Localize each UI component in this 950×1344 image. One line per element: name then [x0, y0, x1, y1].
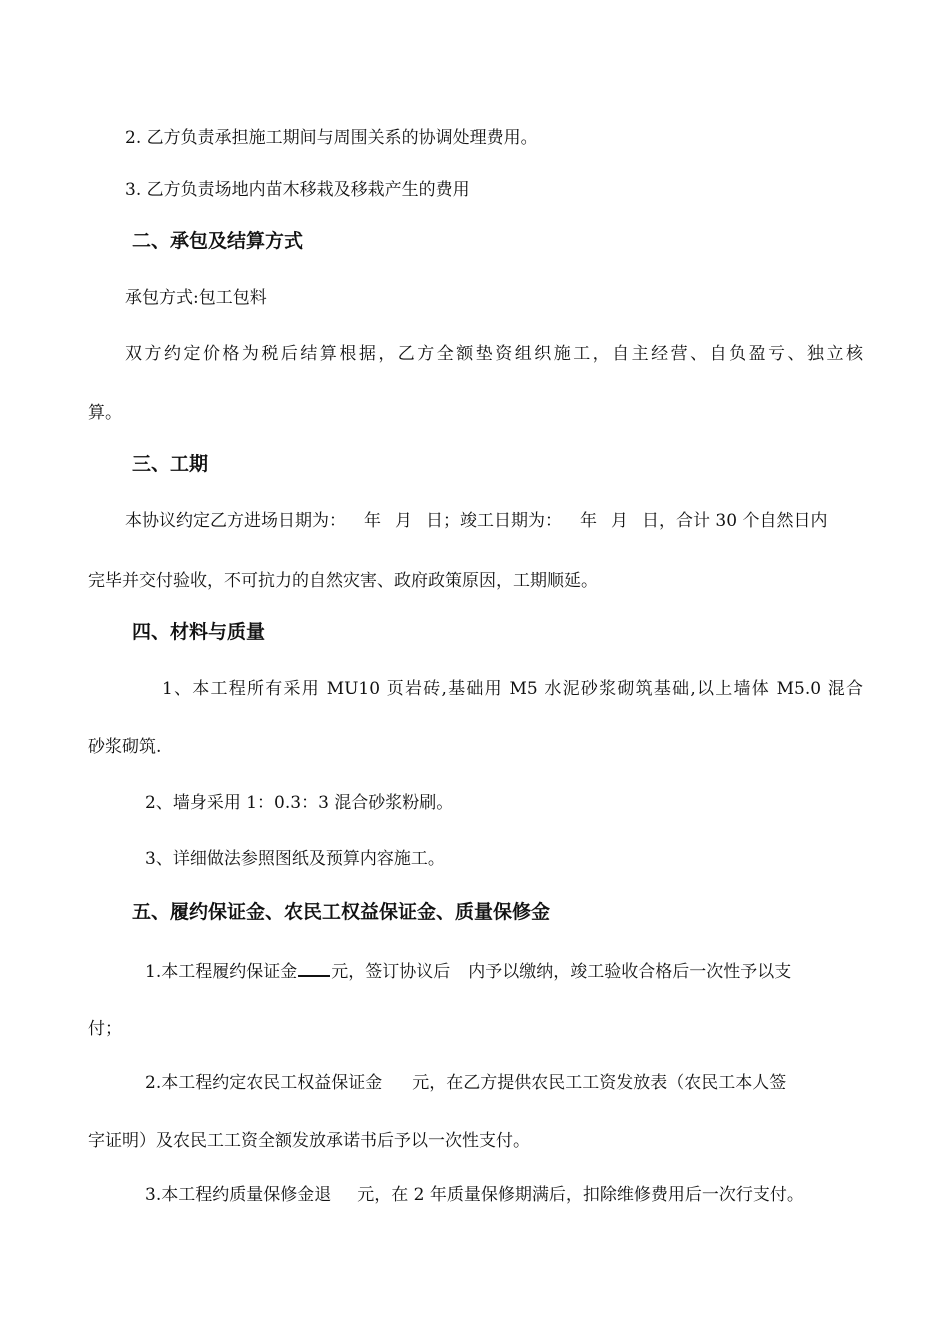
list-item: 3、详细做法参照图纸及预算内容施工。: [145, 849, 445, 869]
paragraph-continuation: 付；: [88, 1019, 122, 1039]
list-item: [145, 1071, 786, 1095]
section-heading: 四、材料与质量: [132, 621, 266, 643]
text-run: 本协议约定乙方进场日期为：: [125, 511, 346, 531]
list-item: [145, 1183, 804, 1207]
text-run: 年: [580, 511, 597, 531]
fill-blank: [298, 957, 330, 977]
text-run: 月: [611, 511, 628, 531]
paragraph-continuation: 砂浆砌筑.: [88, 737, 162, 757]
text-run: 3.本工程约质量保修金退: [145, 1185, 332, 1205]
text-run: 元，在 2 年质量保修期满后，扣除维修费用后一次行支付。: [357, 1185, 804, 1205]
section-heading: 三、工期: [132, 453, 209, 475]
section-heading: 二、承包及结算方式: [132, 230, 304, 252]
text-run: 年: [364, 511, 381, 531]
paragraph: [125, 509, 827, 533]
paragraph: 承包方式:包工包料: [125, 288, 267, 308]
text-run: 内予以缴纳，竣工验收合格后一次性予以支: [468, 962, 792, 982]
text-run: 日；竣工日期为：: [426, 511, 562, 531]
text-run: 元，签订协议后: [331, 962, 451, 982]
paragraph-continuation: 完毕并交付验收，不可抗力的自然灾害、政府政策原因，工期顺延。: [88, 571, 598, 591]
list-item: 2. 乙方负责承担施工期间与周围关系的协调处理费用。: [125, 128, 538, 148]
section-heading: 五、履约保证金、农民工权益保证金、质量保修金: [132, 901, 551, 923]
paragraph-continuation: 字证明）及农民工工资全额发放承诺书后予以一次性支付。: [88, 1131, 530, 1151]
list-item: 3. 乙方负责场地内苗木移栽及移栽产生的费用: [125, 180, 470, 200]
paragraph-continuation: 算。: [88, 403, 122, 423]
text-run: 2.本工程约定农民工权益保证金: [145, 1073, 383, 1093]
text-run: 元，在乙方提供农民工工资发放表（农民工本人签: [412, 1073, 787, 1093]
text-run: 月: [395, 511, 412, 531]
text-run: 1.本工程履约保证金: [145, 962, 298, 982]
paragraph: 双方约定价格为税后结算根据，乙方全额垫资组织施工，自主经营、自负盈亏、独立核: [125, 344, 863, 364]
list-item: 1、本工程所有采用 MU10 页岩砖,基础用 M5 水泥砂浆砌筑基础,以上墙体 M5.0 混合: [162, 679, 863, 699]
text-run: 日，合计 30 个自然日内: [642, 511, 828, 531]
list-item: 2、墙身采用 1：0.3：3 混合砂浆粉刷。: [145, 793, 454, 813]
list-item: [145, 957, 791, 984]
